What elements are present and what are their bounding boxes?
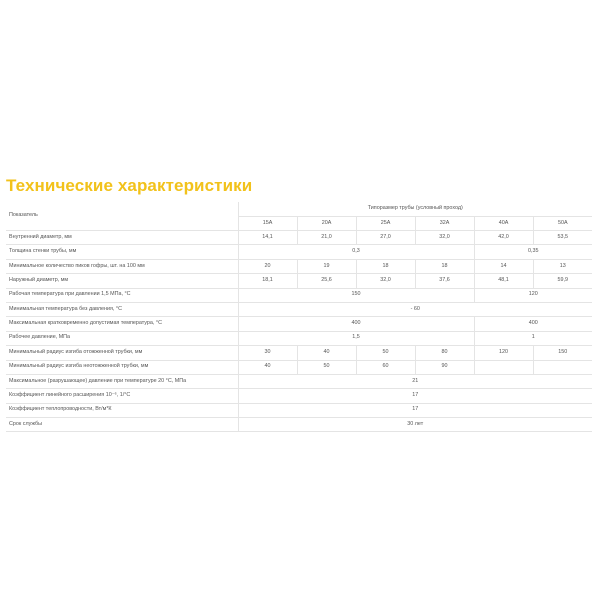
value-cell: 21	[238, 374, 592, 388]
value-cell: 53,5	[533, 231, 592, 245]
size-header-cell: 50A	[533, 217, 592, 231]
value-cell: 32,0	[356, 274, 415, 288]
value-cell: 14,1	[238, 231, 297, 245]
row-label: Коэффициент теплопроводности, Вт/м*К	[6, 403, 238, 417]
value-cell: 17	[238, 389, 592, 403]
value-cell: 25,6	[297, 274, 356, 288]
row-label: Минимальная температура без давления, °C	[6, 302, 238, 316]
table-row	[6, 317, 592, 331]
size-header-cell: 20A	[297, 217, 356, 231]
row-label: Минимальный радиус изгиба неотожженной трубки, мм	[6, 360, 238, 374]
value-cell: 0,35	[474, 245, 592, 259]
value-cell: 42,0	[474, 231, 533, 245]
size-header-cell: 25A	[356, 217, 415, 231]
value-cell: 30	[238, 346, 297, 360]
size-group-header: Типоразмер трубы (условный проход)	[238, 202, 592, 217]
value-cell: 18	[415, 259, 474, 273]
value-cell: 20	[238, 259, 297, 273]
value-cell	[533, 360, 592, 374]
row-label: Толщина стенки трубы, мм	[6, 245, 238, 259]
value-cell: 32,0	[415, 231, 474, 245]
row-label: Внутренний диаметр, мм	[6, 231, 238, 245]
row-label: Наружный диаметр, мм	[6, 274, 238, 288]
value-cell: 400	[474, 317, 592, 331]
table-row	[6, 360, 592, 374]
value-cell: 400	[238, 317, 474, 331]
value-cell: 40	[238, 360, 297, 374]
value-cell: 80	[415, 346, 474, 360]
table-row	[6, 231, 592, 245]
row-label: Минимальное количество пиков гофры, шт. на 100 мм	[6, 259, 238, 273]
size-header-cell: 15A	[238, 217, 297, 231]
table-row	[6, 403, 592, 417]
size-header-cell: 32A	[415, 217, 474, 231]
value-cell: 60	[356, 360, 415, 374]
value-cell: 48,1	[474, 274, 533, 288]
table-row	[6, 418, 592, 432]
value-cell: 59,9	[533, 274, 592, 288]
row-label: Максимальная кратковременно допустимая температура, °C	[6, 317, 238, 331]
value-cell: 18	[356, 259, 415, 273]
table-row	[6, 274, 592, 288]
value-cell: 120	[474, 288, 592, 302]
value-cell	[474, 360, 533, 374]
value-cell: 50	[297, 360, 356, 374]
value-cell: 37,6	[415, 274, 474, 288]
value-cell: 18,1	[238, 274, 297, 288]
row-label: Минимальный радиус изгиба отожженной трубки, мм	[6, 346, 238, 360]
table-row	[6, 389, 592, 403]
value-cell: 50	[356, 346, 415, 360]
value-cell: 150	[533, 346, 592, 360]
row-label: Срок службы	[6, 418, 238, 432]
table-row	[6, 245, 592, 259]
row-label: Рабочая температура при давлении 1,5 МПа, °C	[6, 288, 238, 302]
table-row	[6, 259, 592, 273]
table-row	[6, 346, 592, 360]
specs-table	[6, 202, 592, 432]
value-cell: 120	[474, 346, 533, 360]
page-title: Технические характеристики	[6, 176, 253, 195]
value-cell: 40	[297, 346, 356, 360]
value-cell: 27,0	[356, 231, 415, 245]
value-cell: 19	[297, 259, 356, 273]
table-row	[6, 331, 592, 345]
specs-table-body	[6, 202, 592, 432]
param-header: Показатель	[6, 202, 238, 231]
value-cell: 13	[533, 259, 592, 273]
row-label: Максимальное (разрушающее) давление при температуре 20 °C, МПа	[6, 374, 238, 388]
table-header-row	[6, 202, 592, 217]
value-cell: 0,3	[238, 245, 474, 259]
value-cell: 90	[415, 360, 474, 374]
value-cell: 17	[238, 403, 592, 417]
value-cell: 1	[474, 331, 592, 345]
row-label: Рабочее давление, МПа	[6, 331, 238, 345]
value-cell: 21,0	[297, 231, 356, 245]
value-cell: 150	[238, 288, 474, 302]
value-cell: 30 лет	[238, 418, 592, 432]
value-cell: - 60	[238, 302, 592, 316]
table-row	[6, 288, 592, 302]
value-cell: 14	[474, 259, 533, 273]
size-header-cell: 40A	[474, 217, 533, 231]
table-row	[6, 302, 592, 316]
table-row	[6, 374, 592, 388]
value-cell: 1,5	[238, 331, 474, 345]
row-label: Коэффициент линейного расширения 10⁻⁶, 1/°C	[6, 389, 238, 403]
